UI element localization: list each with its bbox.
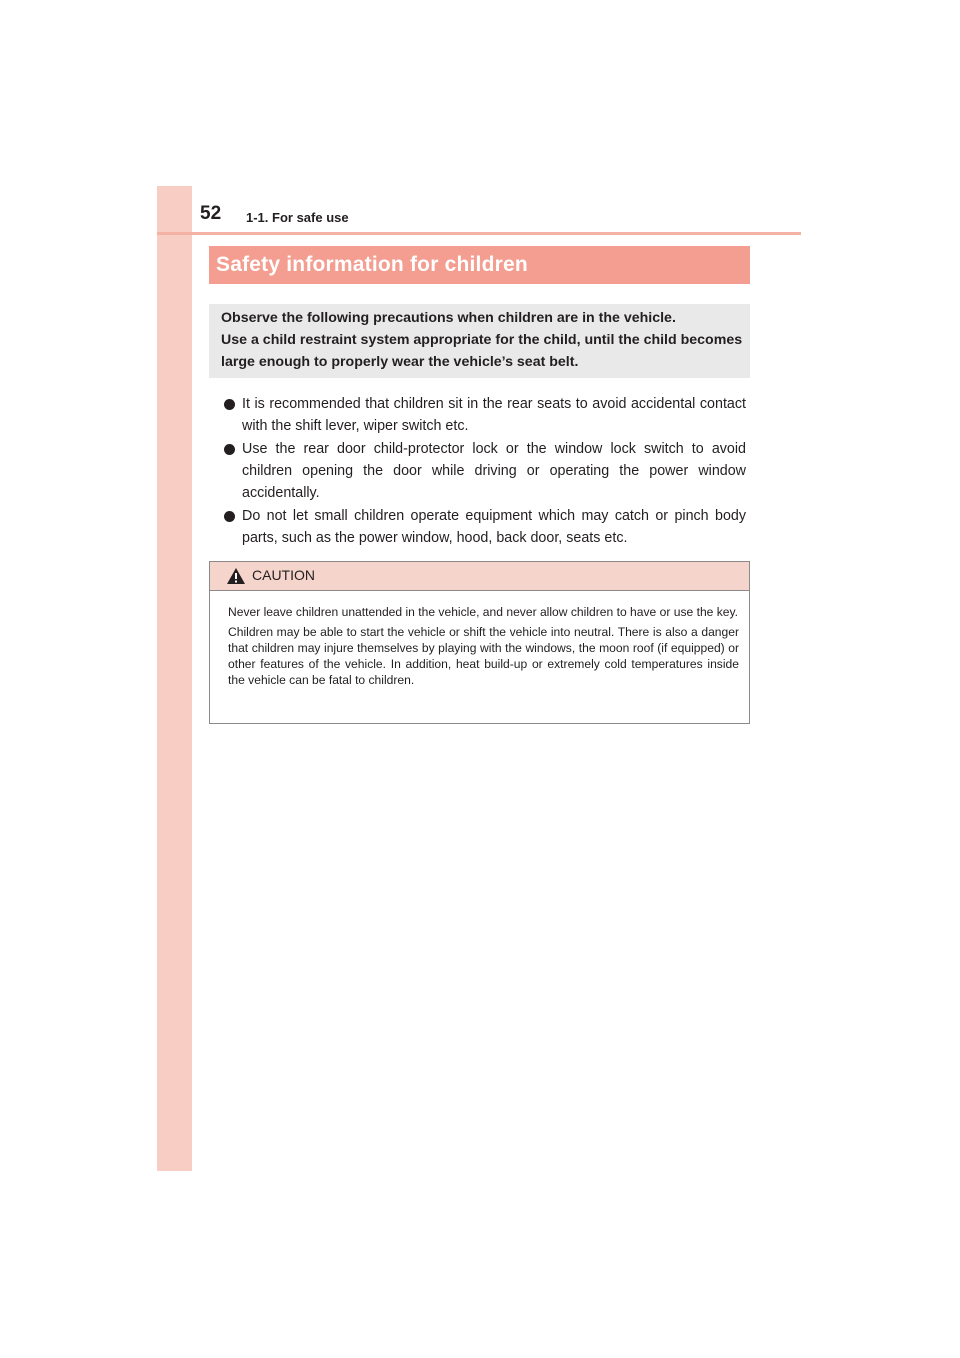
bullet-icon [224,511,235,522]
warning-triangle-icon [226,567,246,585]
page-number: 52 [200,203,222,224]
section-label: 1-1. For safe use [246,210,349,225]
caution-label: CAUTION [252,567,315,583]
intro-box [209,304,750,378]
section-title-bar [209,246,750,284]
bullet-icon [224,399,235,410]
caution-header [210,562,749,591]
caution-paragraph-1: Never leave children unattended in the vehicle, and never allow children to have or use the key. [228,605,739,619]
caution-box [209,561,750,724]
page-title: Safety information for children [216,253,528,276]
caution-paragraph-2: Children may be able to start the vehicle or shift the vehicle into neutral. There is also a danger that children may injure themselves by playing with the windows, the moon roof (if equipped) or other features of the vehicle. In addition, heat build-up or extremely cold temperatures inside the vehicle can be fatal to children. [228,625,739,687]
list-item [222,393,746,437]
list-item [222,438,746,504]
caution-body [210,591,749,688]
bullet-icon [224,444,235,455]
list-item-text: It is recommended that children sit in the rear seats to avoid accidental contact with the shift lever, wiper switch etc. [242,396,746,434]
side-strip [157,186,192,1171]
precautions-list [222,393,746,550]
intro-line-2: Use a child restraint system appropriate for the child, until the child becomes [221,332,743,348]
intro-line-3: large enough to properly wear the vehicle’s seat belt. [221,354,579,370]
header-rule [157,232,801,235]
list-item-text: Use the rear door child-protector lock or the window lock switch to avoid children opening the door while driving or operating the power window accidentally. [242,441,746,501]
list-item-text: Do not let small children operate equipment which may catch or pinch body parts, such as the power window, hood, back door, seats etc. [242,508,746,546]
intro-line-1: Observe the following precautions when children are in the vehicle. [221,310,676,326]
list-item [222,505,746,549]
